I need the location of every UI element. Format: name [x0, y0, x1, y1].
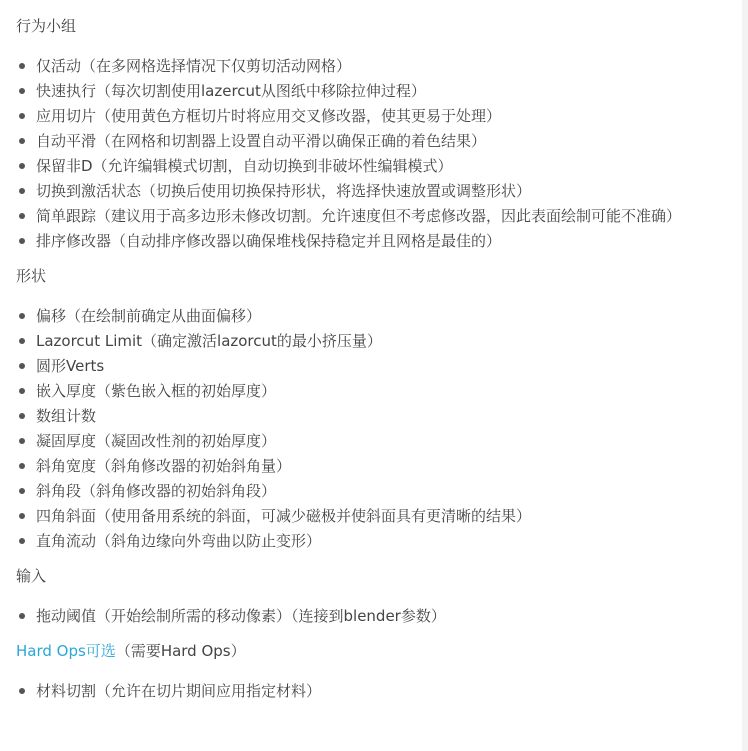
bullet-icon [19, 363, 25, 369]
list-item-text: 快速执行（每次切割使用lazercut从图纸中移除拉伸过程） [36, 82, 426, 100]
bullet-icon [19, 463, 25, 469]
list-item [16, 454, 736, 479]
list-item-text: 自动平滑（在网格和切割器上设置自动平滑以确保正确的着色结果） [36, 132, 487, 150]
bullet-icon [19, 688, 25, 694]
list-item-text: 拖动阈值（开始绘制所需的移动像素）（连接到blender参数） [36, 607, 446, 625]
list-item-text: 切换到激活状态（切换后使用切换保持形状，将选择快速放置或调整形状） [36, 182, 532, 200]
bullet-icon [19, 163, 25, 169]
input-list [16, 604, 736, 629]
list-item-text: 数组计数 [36, 407, 97, 425]
list-item [16, 479, 736, 504]
list-item-text: 偏移（在绘制前确定从曲面偏移） [36, 307, 262, 325]
list-item-text: Lazorcut Limit（确定激活lazorcut的最小挤压量） [36, 332, 382, 350]
list-item [16, 304, 736, 329]
section-title-behavior: 行为小组 [16, 17, 77, 35]
list-item [16, 329, 736, 354]
list-item-text: 凝固厚度（凝固改性剂的初始厚度） [36, 432, 277, 450]
list-item-text: 排序修改器（自动排序修改器以确保堆栈保持稳定并且网格是最佳的） [36, 232, 502, 250]
list-item [16, 679, 736, 704]
bullet-icon [19, 538, 25, 544]
section-title-input: 输入 [16, 567, 47, 585]
list-item-text: 圆形Verts [36, 357, 105, 375]
document-content [16, 16, 736, 716]
bullet-icon [19, 213, 25, 219]
list-item [16, 379, 736, 404]
bullet-icon [19, 513, 25, 519]
list-item [16, 204, 736, 229]
bullet-icon [19, 188, 25, 194]
list-item [16, 429, 736, 454]
list-item-text: 四角斜面（使用备用系统的斜面，可减少磁极并使斜面具有更清晰的结果） [36, 507, 532, 525]
bullet-icon [19, 613, 25, 619]
list-item-text: 材料切割（允许在切片期间应用指定材料） [36, 682, 322, 700]
list-item-text: 仅活动（在多网格选择情况下仅剪切活动网格） [36, 57, 352, 75]
bullet-icon [19, 438, 25, 444]
list-item-text: 保留非D（允许编辑模式切割，自动切换到非破坏性编辑模式） [36, 157, 453, 175]
hardops-link[interactable]: Hard Ops可选 [16, 642, 116, 660]
hardops-list [16, 679, 736, 704]
list-item [16, 354, 736, 379]
hardops-suffix: （需要Hard Ops） [115, 642, 246, 660]
shape-list [16, 304, 736, 554]
list-item [16, 129, 736, 154]
behavior-list [16, 54, 736, 254]
bullet-icon [19, 113, 25, 119]
list-item [16, 529, 736, 554]
list-item-text: 直角流动（斜角边缘向外弯曲以防止变形） [36, 532, 322, 550]
list-item-text: 斜角宽度（斜角修改器的初始斜角量） [36, 457, 292, 475]
list-item [16, 504, 736, 529]
list-item [16, 79, 736, 104]
list-item [16, 54, 736, 79]
scrollbar[interactable] [742, 0, 748, 751]
list-item-text: 斜角段（斜角修改器的初始斜角段） [36, 482, 277, 500]
list-item [16, 154, 736, 179]
list-item [16, 179, 736, 204]
list-item [16, 404, 736, 429]
bullet-icon [19, 313, 25, 319]
bullet-icon [19, 238, 25, 244]
list-item-text: 简单跟踪（建议用于高多边形未修改切割。允许速度但不考虑修改器，因此表面绘制可能不准确） [36, 207, 682, 225]
list-item [16, 604, 736, 629]
list-item-text: 应用切片（使用黄色方框切片时将应用交叉修改器，使其更易于处理） [36, 107, 502, 125]
bullet-icon [19, 63, 25, 69]
list-item [16, 229, 736, 254]
bullet-icon [19, 338, 25, 344]
bullet-icon [19, 488, 25, 494]
section-title-hardops [16, 641, 736, 661]
bullet-icon [19, 88, 25, 94]
bullet-icon [19, 388, 25, 394]
section-title-shape: 形状 [16, 267, 47, 285]
bullet-icon [19, 413, 25, 419]
bullet-icon [19, 138, 25, 144]
list-item [16, 104, 736, 129]
list-item-text: 嵌入厚度（紫色嵌入框的初始厚度） [36, 382, 277, 400]
